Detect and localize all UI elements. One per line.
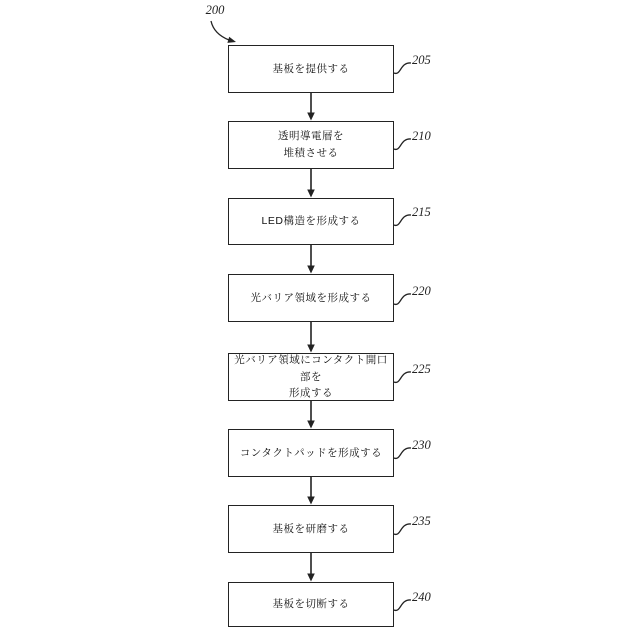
step-box-235 (228, 505, 394, 553)
ref-label-235: 235 (412, 514, 431, 528)
step-label-220: 光バリア領域を形成する (250, 291, 372, 304)
leader-line-215 (394, 215, 411, 225)
leader-line-205 (394, 63, 411, 73)
leader-line-225 (394, 372, 411, 382)
ref-label-210: 210 (412, 129, 431, 143)
down-arrow-icon (307, 190, 315, 198)
figure-ref-curve (211, 21, 229, 40)
step-label-210: 透明導電層を 堆積させる (278, 130, 344, 159)
down-arrow-icon (307, 113, 315, 121)
down-arrow-icon (307, 421, 315, 429)
ref-label-215: 215 (412, 205, 431, 219)
ref-label-220: 220 (412, 284, 431, 298)
reference-leader-lines (394, 63, 411, 610)
step-label-240: 基板を切断する (272, 598, 350, 611)
ref-label-230: 230 (412, 438, 431, 452)
down-arrow-icon (307, 266, 315, 274)
figure-ref-arrowhead-icon (227, 37, 236, 43)
ref-label-240: 240 (412, 590, 431, 604)
step-label-225: 光バリア領域にコンタクト開口部を 形成する (234, 353, 388, 400)
leader-line-230 (394, 448, 411, 458)
leader-line-220 (394, 294, 411, 304)
figure-ref-arrow (211, 21, 236, 43)
down-arrow-icon (307, 574, 315, 582)
step-box-220 (228, 274, 394, 322)
step-label-205: 基板を提供する (272, 62, 350, 75)
leader-line-240 (394, 600, 411, 610)
step-label-235: 基板を研磨する (272, 522, 350, 535)
step-label-230: コンタクトパッドを形成する (239, 446, 383, 459)
step-label-215: LED構造を形成する (261, 215, 361, 228)
step-box-215 (228, 198, 394, 245)
down-arrow-icon (307, 497, 315, 505)
step-box-225 (228, 353, 394, 401)
step-box-210 (228, 121, 394, 169)
step-box-205 (228, 45, 394, 93)
leader-line-235 (394, 524, 411, 534)
leader-line-210 (394, 139, 411, 149)
figure-reference-number: 200 (205, 3, 225, 17)
step-box-230 (228, 429, 394, 477)
step-box-240 (228, 582, 394, 627)
ref-label-205: 205 (412, 53, 431, 67)
ref-label-225: 225 (412, 362, 431, 376)
